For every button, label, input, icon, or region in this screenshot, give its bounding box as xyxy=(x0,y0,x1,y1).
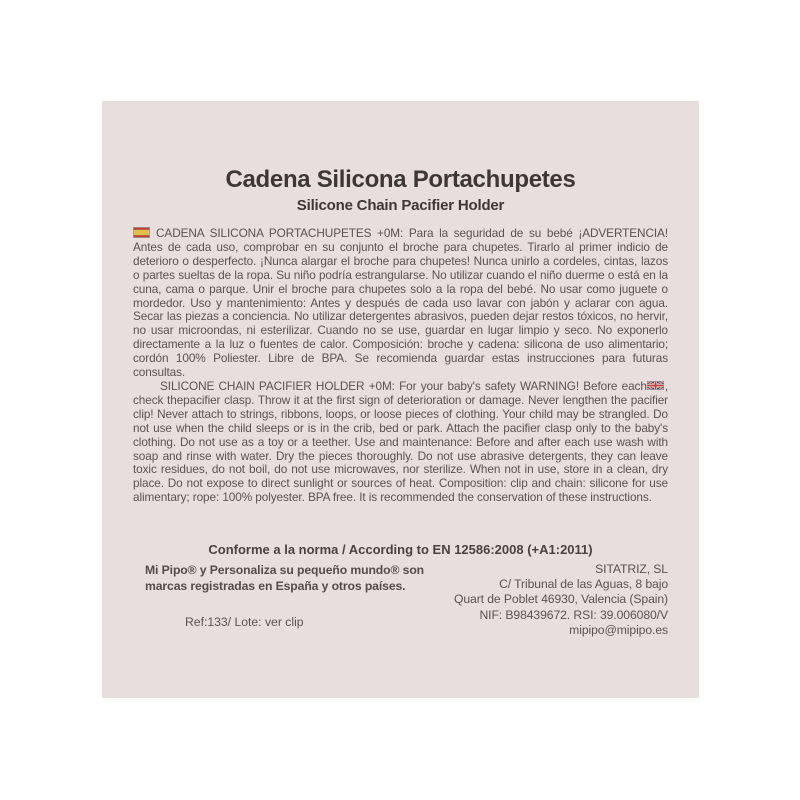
page-subtitle: Silicone Chain Pacifier Holder xyxy=(296,197,505,214)
reference-lot-line: Ref:133/ Lote: ver clip xyxy=(185,615,304,629)
trademark-line-1: Mi Pipo® y Personaliza su pequeño mundo® son xyxy=(145,563,425,577)
product-label-panel xyxy=(102,101,699,698)
company-nif: NIF: B98439672. RSI: 39.006080/V xyxy=(479,607,668,622)
spain-flag-icon xyxy=(133,227,150,238)
trademark-line-2: marcas registradas en España y otros países. xyxy=(145,578,406,593)
english-instructions-paragraph xyxy=(133,380,668,505)
company-street: C/ Tribunal de las Aguas, 8 bajo xyxy=(499,577,668,592)
english-instructions-text-part1: SILICONE CHAIN PACIFIER HOLDER +0M: For your baby's safety WARNING! Before each xyxy=(160,378,647,393)
instructions-text xyxy=(133,227,668,505)
company-city: Quart de Poblet 46930, Valencia (Spain) xyxy=(453,592,668,607)
page-title: Cadena Silicona Portachupetes xyxy=(225,166,576,193)
english-instructions-text-part2: , check thepacifier clasp. Throw it at the first sign of deterioration or damage. Never lengthen the pacifier clip! Never attach to strings, ribbons, loops, or loose pieces of clothing. Your child may be strangled. Do not use when the child sleeps or is in the crib, bed or park. Attach the pacifier clasp only to the baby's clothing. Do not use as a toy or a teether. Use and maintenance: Before and after each use wash with soap and rinse with water. Dry the pieces thoroughly. Do not use abrasive detergents, they can leave toxic residues, do not boil, do not use microwaves, nor sterilize. When not in use, store in a clean, dry place. Do not expose to direct sunlight or sources of heat. Composition: clip and chain: silicone for use alimentary; rope: 100% polyester. BPA free. It is recommended the conservation of these instructions. xyxy=(133,378,668,505)
spanish-instructions-text: CADENA SILICONA PORTACHUPETES +0M: Para la seguridad de su bebé ¡ADVERTENCIA! Antes de cada uso, comprobar en su conjunto el broche para chupetes. Tirarlo al primer indicio de deterioro o desperfecto. ¡Nunca alargar el broche para chupetes! Nunca unirlo a cordeles, cintas, lazos o partes sueltas de la ropa. Su niño podría estrangularse. No utilizar cuando el niño duerme o está en la cuna, cama o parque. Unir el broche para chupetes solo a la ropa del bebé. No usar como juguete o mordedor. Uso y mantenimiento: Antes y después de cada uso lavar con jabón y aclarar con agua. Secar las piezas a conciencia. No utilizar detergentes abrasivos, pueden dejar restos tóxicos, no hervir, no usar microondas, ni esterilizar. Cuando no se use, guardar en lugar limpio y seco. No exponerlo directamente a la luz o fuentes de calor. Composición: broche y cadena: silicona de uso alimentario; cordón 100% Poliester. Libre de BPA. Se recomienda guardar estas instrucciones para futuras consultas. xyxy=(133,226,668,380)
standard-compliance-line: Conforme a la norma / According to EN 12586:2008 (+A1:2011) xyxy=(208,542,593,557)
spanish-instructions-paragraph xyxy=(133,227,668,380)
uk-flag-icon xyxy=(647,380,664,391)
company-address-block xyxy=(348,562,668,638)
company-name: SITATRIZ, SL xyxy=(595,562,668,576)
company-email: mipipo@mipipo.es xyxy=(569,622,668,637)
